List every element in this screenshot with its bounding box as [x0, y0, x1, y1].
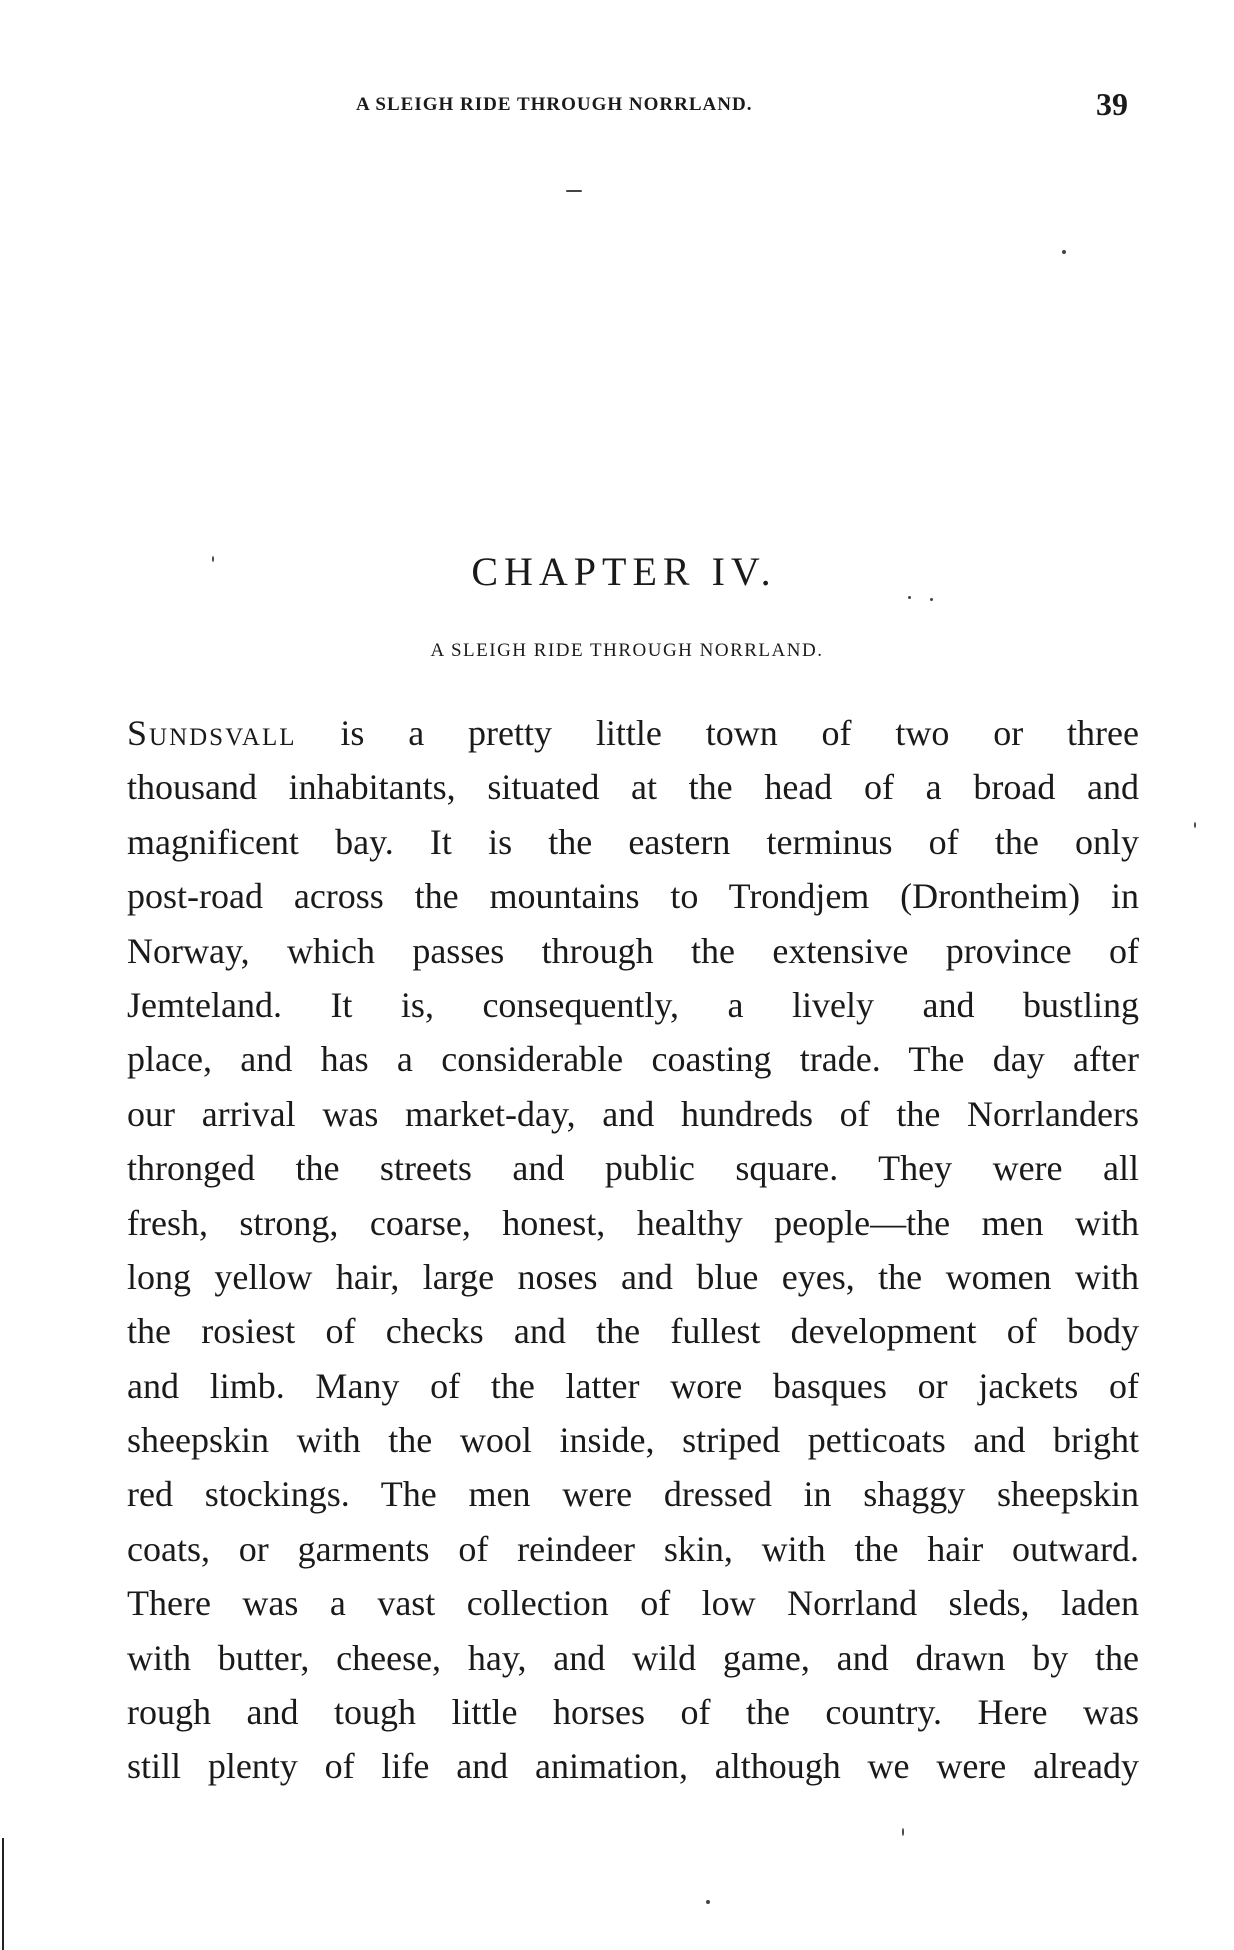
opening-word: Sundsvall: [127, 713, 297, 753]
text-line: thousand inhabitants, situated at the head of a broad and: [127, 767, 1139, 808]
text-line: magnificent bay. It is the eastern terminus of the only: [127, 821, 1139, 862]
text-line: our arrival was market-day, and hundreds of the Norrlanders: [127, 1093, 1139, 1134]
text-line: still plenty of life and animation, although we were already: [127, 1746, 1139, 1787]
margin-rule: [2, 1838, 4, 1950]
scan-speck: [902, 1828, 904, 1836]
scan-speck: [212, 556, 214, 562]
text-line: and limb. Many of the latter wore basques or jackets of: [127, 1365, 1139, 1406]
text-line: coats, or garments of reindeer skin, with the hair outward.: [127, 1528, 1139, 1569]
scan-speck: [1194, 822, 1196, 828]
text-line: [127, 706, 1139, 760]
text-line: the rosiest of checks and the fullest development of body: [127, 1311, 1139, 1352]
text-line: post-road across the mountains to Trondjem (Drontheim) in: [127, 876, 1139, 917]
body-paragraph: [127, 706, 1139, 1794]
text-line: place, and has a considerable coasting trade. The day after: [127, 1039, 1139, 1080]
scan-speck: [1062, 250, 1066, 254]
chapter-heading: CHAPTER IV.: [471, 549, 777, 594]
text-line: thronged the streets and public square. They were all: [127, 1148, 1139, 1189]
scan-speck: [566, 190, 582, 192]
chapter-subtitle: A SLEIGH RIDE THROUGH NORRLAND.: [430, 640, 824, 661]
running-header: [0, 86, 1234, 134]
text-line: fresh, strong, coarse, honest, healthy people—the men with: [127, 1202, 1139, 1243]
text-line: Jemteland. It is, consequently, a lively and bustling: [127, 984, 1139, 1025]
text-line: sheepskin with the wool inside, striped petticoats and bright: [127, 1420, 1139, 1461]
text-line: with butter, cheese, hay, and wild game, and drawn by the: [127, 1637, 1139, 1678]
text-line: red stockings. The men were dressed in shaggy sheepskin: [127, 1474, 1139, 1515]
scan-speck: [908, 596, 911, 599]
scan-speck: [930, 598, 933, 601]
text-line: Norway, which passes through the extensive province of: [127, 930, 1139, 971]
scan-speck: [706, 1900, 710, 1904]
text-line: rough and tough little horses of the country. Here was: [127, 1692, 1139, 1733]
page-number: 39: [1096, 86, 1128, 122]
text-line: long yellow hair, large noses and blue eyes, the women with: [127, 1256, 1139, 1297]
running-title: A SLEIGH RIDE THROUGH NORRLAND.: [356, 94, 753, 115]
text-line-content: is a pretty little town of two or three: [296, 713, 1139, 753]
text-line: There was a vast collection of low Norrland sleds, laden: [127, 1583, 1139, 1624]
